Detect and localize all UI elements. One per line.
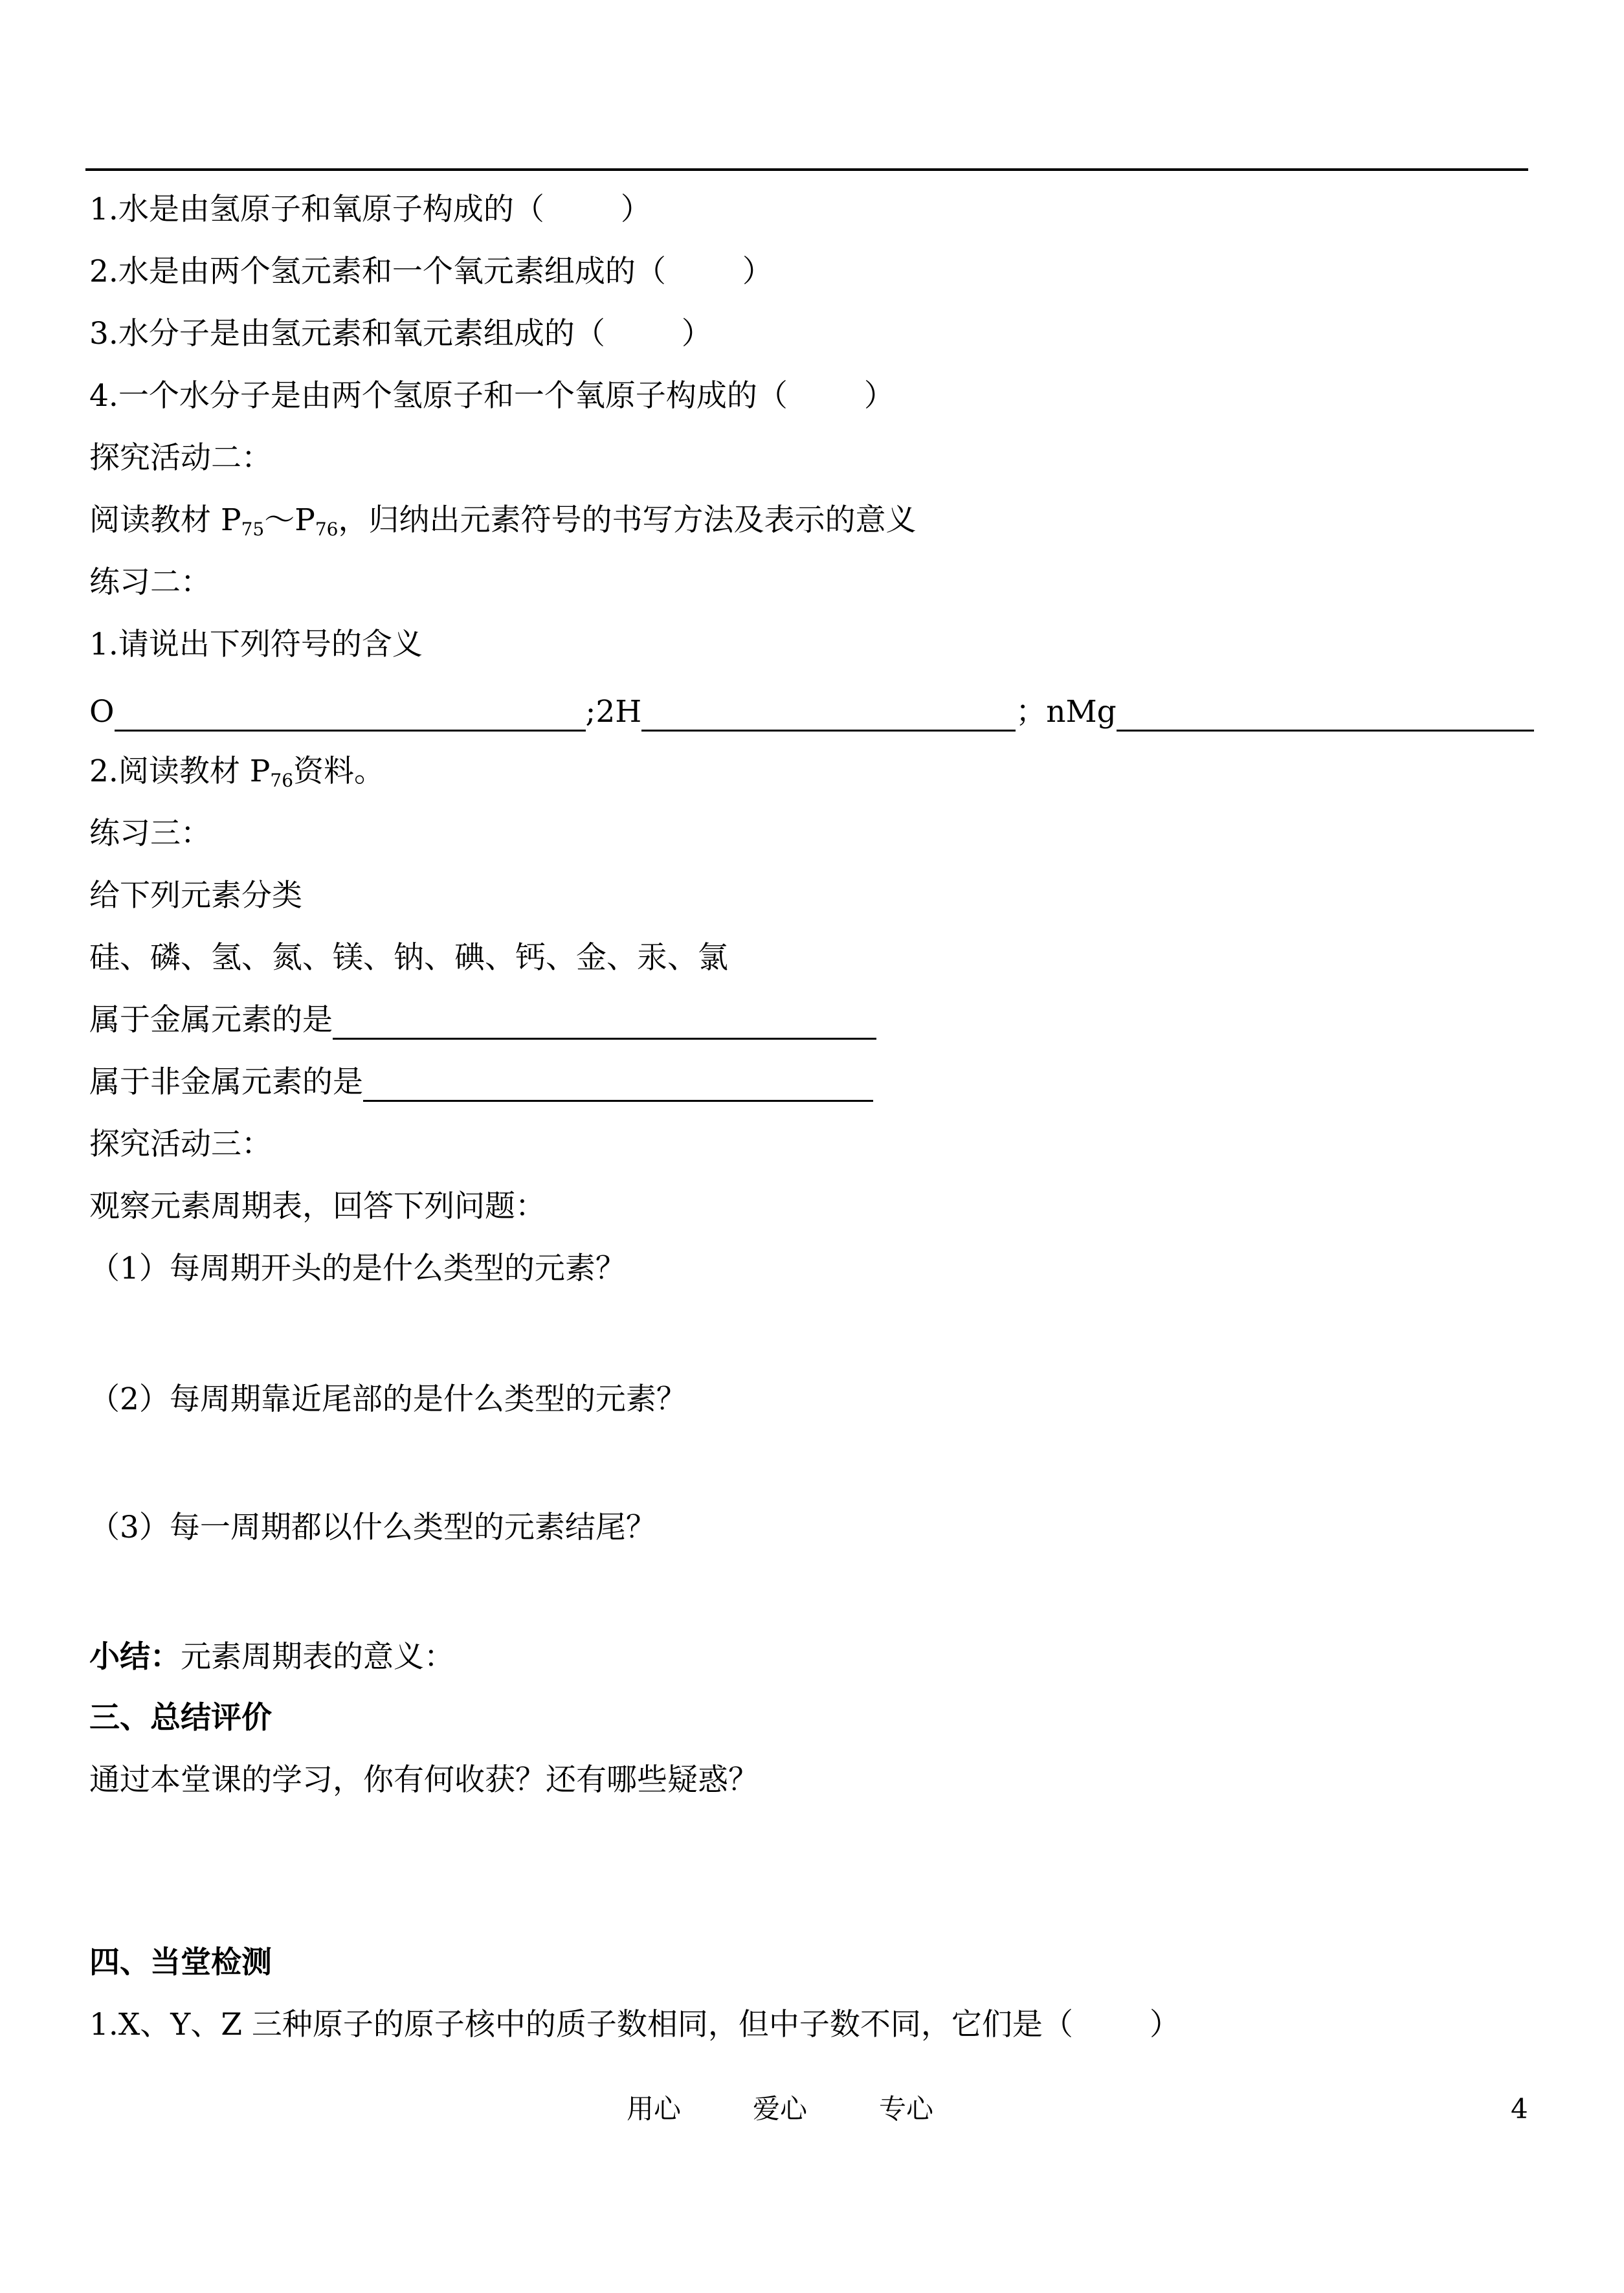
exercise2-heading: 练习二：	[89, 565, 211, 600]
blank-2h[interactable]	[641, 696, 1016, 732]
activity3-q2: （2）每周期靠近尾部的是什么类型的元素？	[89, 1381, 687, 1417]
header-rule	[85, 168, 1528, 171]
activity3-q1: （1）每周期开头的是什么类型的元素？	[89, 1251, 626, 1286]
footer-word-2: 爱心	[753, 2093, 808, 2125]
summary-line: 小结：元素周期表的意义：	[89, 1639, 454, 1675]
question-1: 1.水是由氢原子和氧原子构成的（ ）	[89, 192, 651, 227]
section3-heading: 三、总结评价	[89, 1700, 272, 1736]
activity3-q3: （3）每一周期都以什么类型的元素结尾？	[89, 1510, 656, 1545]
question-3: 3.水分子是由氢元素和氧元素组成的（ ）	[89, 316, 712, 352]
footer-word-3: 专心	[879, 2093, 934, 2125]
exercise2-q1: 1.请说出下列符号的含义	[89, 627, 423, 662]
activity3-instruction: 观察元素周期表，回答下列问题：	[89, 1189, 546, 1224]
question-4: 4.一个水分子是由两个氢原子和一个氧原子构成的（ ）	[89, 378, 895, 414]
symbol-2h: ;2H	[585, 694, 642, 730]
footer-word-1: 用心	[627, 2093, 682, 2125]
activity3-heading: 探究活动三：	[89, 1126, 272, 1162]
page-number: 4	[1511, 2093, 1528, 2125]
section4-heading: 四、当堂检测	[89, 1945, 272, 1980]
section3-text: 通过本堂课的学习，你有何收获？还有哪些疑惑？	[89, 1762, 759, 1798]
symbol-o: O	[89, 694, 115, 730]
symbol-blanks-row	[89, 693, 1534, 732]
activity2-heading: 探究活动二：	[89, 440, 272, 476]
activity2-instruction: 阅读教材 $P_{75}\sim P_{76}$，归纳出元素符号的书写方法及表示的意义	[89, 502, 917, 540]
element-list: 硅、磷、氢、氮、镁、钠、碘、钙、金、汞、氯	[89, 940, 728, 976]
symbol-nmg: ；nMg	[1016, 694, 1117, 730]
exercise2-q2: 2.阅读教材 $P_{76}$资料。	[89, 754, 385, 791]
section4-q1: 1.X、Y、Z 三种原子的原子核中的质子数相同，但中子数不同，它们是（ ）	[89, 2007, 1180, 2042]
exercise3-heading: 练习三：	[89, 816, 211, 851]
blank-metal[interactable]	[333, 1004, 876, 1040]
blank-nonmetal[interactable]	[363, 1066, 873, 1102]
metal-row: 属于金属元素的是	[89, 1001, 876, 1040]
question-2: 2.水是由两个氢元素和一个氧元素组成的（ ）	[89, 254, 773, 289]
blank-nmg[interactable]	[1117, 696, 1534, 732]
blank-o[interactable]	[115, 696, 586, 732]
exercise3-instruction: 给下列元素分类	[89, 878, 302, 913]
nonmetal-row: 属于非金属元素的是	[89, 1063, 873, 1102]
